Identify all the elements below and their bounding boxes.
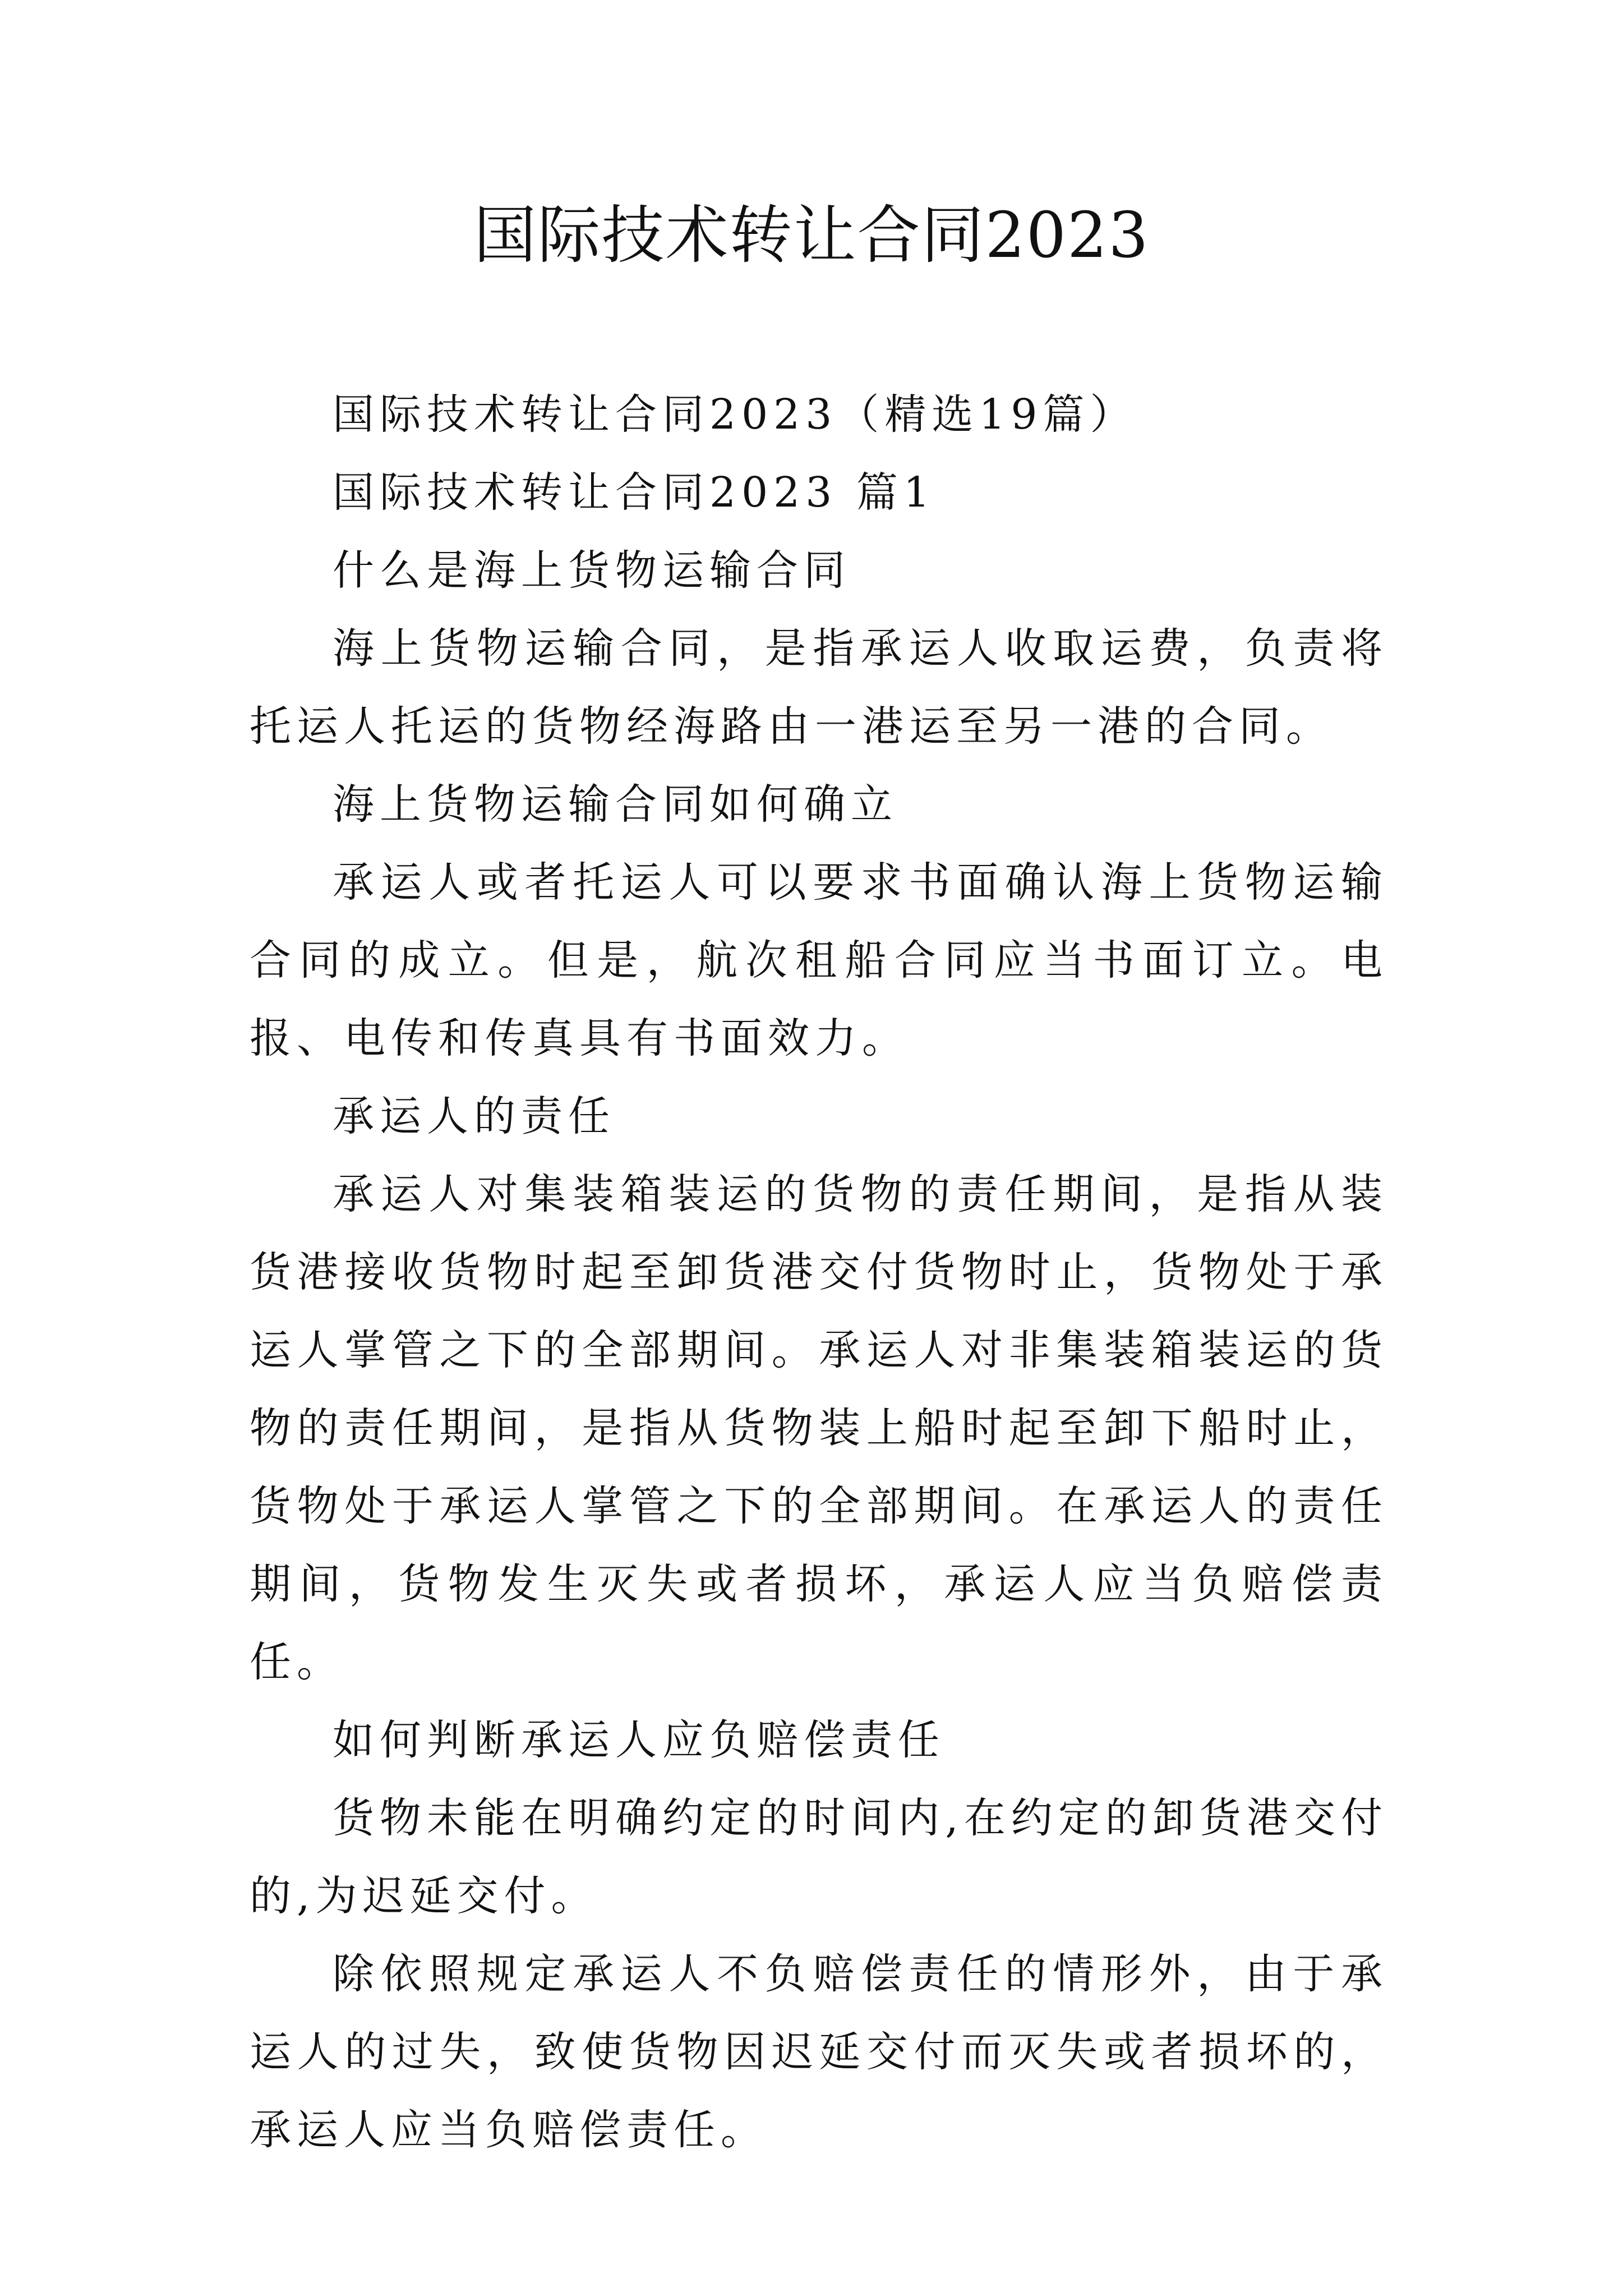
document-title: 国际技术转让合同2023 <box>473 199 1150 272</box>
paragraph-delay-definition: 货物未能在明确约定的时间内,在约定的卸货港交付的,为迟延交付。 <box>250 1794 1388 1920</box>
paragraph-heading-responsibility: 承运人的责任 <box>333 1092 615 1140</box>
paragraph-establishment: 承运人或者托运人可以要求书面确认海上货物运输合同的成立。但是，航次租船合同应当书面订立。电报、电传和传真具有书面效力。 <box>250 858 1388 1062</box>
paragraph-question-definition: 什么是海上货物运输合同 <box>333 546 851 595</box>
paragraph-section-heading: 国际技术转让合同2023 篇1 <box>333 468 935 517</box>
paragraph-question-establishment: 海上货物运输合同如何确立 <box>333 780 898 829</box>
paragraph-heading-liability: 如何判断承运人应负赔偿责任 <box>333 1716 945 1764</box>
document-body <box>250 376 1388 2169</box>
paragraph-responsibility: 承运人对集装箱装运的货物的责任期间，是指从装货港接收货物时起至卸货港交付货物时止，货物处于承运人掌管之下的全部期间。承运人对非集装箱装运的货物的责任期间，是指从货物装上船时起至卸下船时止，货物处于承运人掌管之下的全部期间。在承运人的责任期间，货物发生灭失或者损坏，承运人应当负赔偿责任。 <box>250 1170 1388 1686</box>
paragraph-liability: 除依照规定承运人不负赔偿责任的情形外，由于承运人的过失，致使货物因迟延交付而灭失或者损坏的，承运人应当负赔偿责任。 <box>250 1950 1388 2154</box>
paragraph-definition: 海上货物运输合同，是指承运人收取运费，负责将托运人托运的货物经海路由一港运至另一港的合同。 <box>250 624 1388 751</box>
paragraph-subtitle: 国际技术转让合同2023（精选19篇） <box>333 390 1137 439</box>
